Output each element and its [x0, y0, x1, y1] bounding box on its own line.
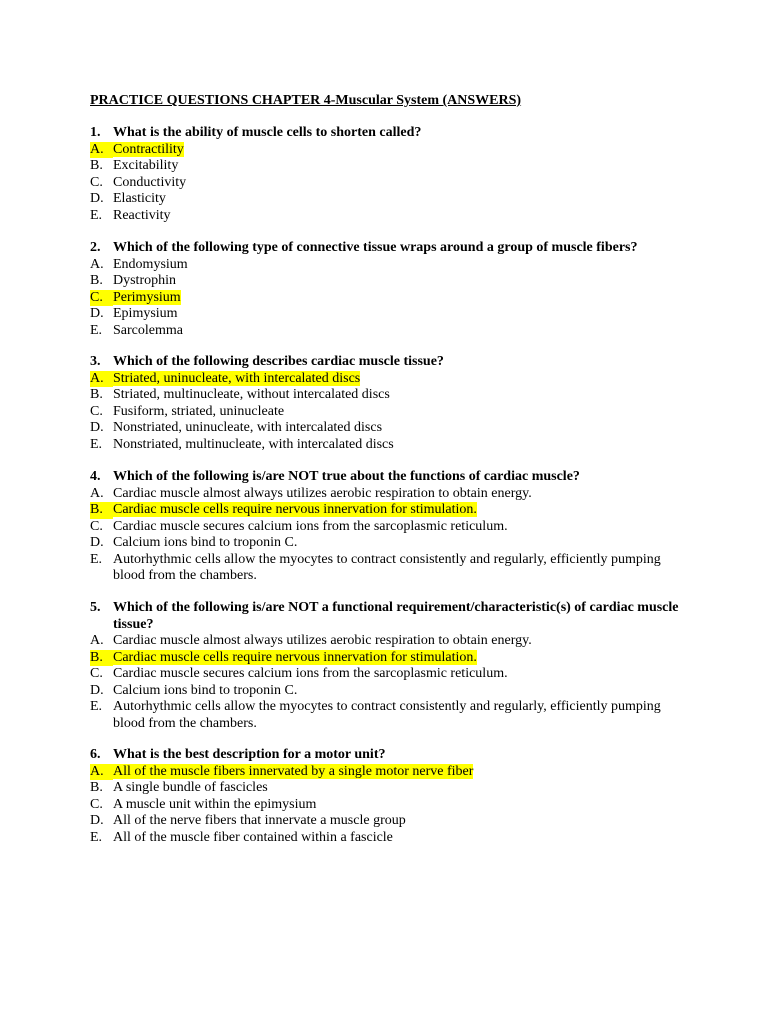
option-e: [90, 208, 690, 225]
option-letter: B.: [90, 650, 113, 667]
option-text: Striated, uninucleate, with intercalated discs: [113, 370, 361, 386]
question-number: 6.: [90, 747, 101, 762]
option-text: Epimysium: [113, 306, 178, 321]
option-d: [90, 306, 690, 323]
option-c: [90, 519, 690, 536]
option-c: [90, 666, 690, 683]
option-b: [90, 780, 690, 797]
option-letter: A.: [90, 485, 104, 501]
option-a: [90, 142, 690, 159]
option-letter: A.: [90, 256, 104, 272]
option-text: Striated, multinucleate, without intercalated discs: [113, 387, 390, 402]
option-letter: C.: [90, 518, 103, 534]
question-number: 2.: [90, 240, 101, 255]
option-letter: A.: [90, 764, 113, 781]
question-6: [90, 747, 690, 846]
option-letter: B.: [90, 502, 113, 519]
option-b: [90, 387, 690, 404]
question-text: What is the ability of muscle cells to shorten called?: [113, 125, 422, 140]
option-letter: D.: [90, 682, 104, 698]
option-letter: D.: [90, 191, 104, 206]
option-b: [90, 158, 690, 175]
option-letter: E.: [90, 699, 103, 714]
question-stem: [90, 125, 690, 142]
option-text: Nonstriated, multinucleate, with intercalated discs: [113, 436, 394, 452]
option-text: A muscle unit within the epimysium: [113, 796, 317, 812]
option-letter: C.: [90, 290, 113, 307]
option-c: [90, 290, 690, 307]
question-5: [90, 600, 690, 732]
option-d: [90, 420, 690, 437]
option-text: Elasticity: [113, 191, 166, 206]
question-number: 5.: [90, 600, 101, 615]
option-letter: D.: [90, 535, 104, 550]
option-e: [90, 323, 690, 340]
option-text: Cardiac muscle secures calcium ions from the sarcoplasmic reticulum.: [113, 518, 508, 534]
option-text: All of the muscle fiber contained within a fascicle: [113, 829, 393, 845]
option-c: [90, 175, 690, 192]
option-letter: C.: [90, 174, 103, 190]
option-text: Contractility: [113, 141, 184, 157]
option-letter: C.: [90, 403, 103, 419]
option-letter: E.: [90, 322, 103, 338]
option-letter: A.: [90, 142, 113, 159]
question-number: 3.: [90, 354, 101, 369]
option-a: [90, 371, 690, 388]
option-letter: A.: [90, 371, 113, 388]
option-letter: B.: [90, 273, 103, 288]
option-d: [90, 683, 690, 700]
option-text: Cardiac muscle secures calcium ions from the sarcoplasmic reticulum.: [113, 666, 508, 681]
question-number: 1.: [90, 125, 101, 140]
option-b: [90, 273, 690, 290]
option-letter: C.: [90, 796, 103, 812]
option-text: Reactivity: [113, 207, 171, 223]
document-title: PRACTICE QUESTIONS CHAPTER 4-Muscular System (ANSWERS): [90, 93, 522, 108]
option-letter: B.: [90, 387, 103, 402]
option-text: Nonstriated, uninucleate, with intercalated discs: [113, 420, 383, 435]
question-text: Which of the following is/are NOT true about the functions of cardiac muscle?: [113, 469, 580, 484]
option-text: Cardiac muscle cells require nervous innervation for stimulation.: [113, 649, 477, 665]
option-text: Excitability: [113, 158, 179, 173]
question-stem: [90, 354, 690, 371]
option-letter: E.: [90, 829, 103, 845]
question-text: Which of the following describes cardiac muscle tissue?: [113, 354, 444, 369]
option-letter: D.: [90, 420, 104, 435]
option-letter: D.: [90, 306, 104, 321]
option-a: [90, 486, 690, 503]
option-a: [90, 764, 690, 781]
option-b: [90, 650, 690, 667]
option-e: [90, 699, 690, 732]
option-text: Calcium ions bind to troponin C.: [113, 535, 298, 550]
question-3: [90, 354, 690, 453]
option-text: Autorhythmic cells allow the myocytes to contract consistently and regularly, efficiently pumping blood from the chambers.: [113, 699, 661, 731]
option-text: All of the nerve fibers that innervate a muscle group: [113, 813, 406, 828]
question-text: Which of the following type of connective tissue wraps around a group of muscle fibers?: [113, 240, 638, 255]
option-b: [90, 502, 690, 519]
option-letter: B.: [90, 158, 103, 173]
option-letter: E.: [90, 436, 103, 452]
question-number: 4.: [90, 469, 101, 484]
option-text: Autorhythmic cells allow the myocytes to contract consistently and regularly, efficiently pumping blood from the chambers.: [113, 551, 661, 583]
option-text: All of the muscle fibers innervated by a single motor nerve fiber: [113, 763, 474, 779]
option-text: Cardiac muscle almost always utilizes aerobic respiration to obtain energy.: [113, 633, 532, 648]
option-text: A single bundle of fascicles: [113, 780, 268, 795]
option-text: Cardiac muscle almost always utilizes aerobic respiration to obtain energy.: [113, 485, 532, 501]
option-a: [90, 257, 690, 274]
option-text: Conductivity: [113, 174, 187, 190]
option-text: Fusiform, striated, uninucleate: [113, 403, 285, 419]
option-letter: C.: [90, 666, 103, 681]
option-text: Cardiac muscle cells require nervous innervation for stimulation.: [113, 502, 477, 517]
option-letter: A.: [90, 633, 104, 648]
option-c: [90, 797, 690, 814]
question-stem: [90, 747, 690, 764]
option-letter: E.: [90, 207, 103, 223]
question-2: [90, 240, 690, 339]
option-text: Sarcolemma: [113, 322, 183, 338]
option-d: [90, 535, 690, 552]
option-letter: D.: [90, 813, 104, 828]
option-letter: B.: [90, 780, 103, 795]
option-c: [90, 404, 690, 421]
question-text: Which of the following is/are NOT a functional requirement/characteristic(s) of cardiac muscle tissue?: [113, 600, 679, 632]
option-e: [90, 437, 690, 454]
question-stem: [90, 469, 690, 486]
question-stem: [90, 240, 690, 257]
question-4: [90, 469, 690, 585]
option-d: [90, 191, 690, 208]
option-letter: E.: [90, 551, 103, 567]
option-text: Dystrophin: [113, 273, 176, 288]
question-1: [90, 125, 690, 224]
option-e: [90, 552, 690, 585]
option-text: Calcium ions bind to troponin C.: [113, 682, 298, 698]
option-text: Endomysium: [113, 256, 188, 272]
option-e: [90, 830, 690, 847]
option-d: [90, 813, 690, 830]
question-stem: [90, 600, 690, 633]
question-text: What is the best description for a motor unit?: [113, 747, 386, 762]
option-a: [90, 633, 690, 650]
option-text: Perimysium: [113, 289, 181, 305]
